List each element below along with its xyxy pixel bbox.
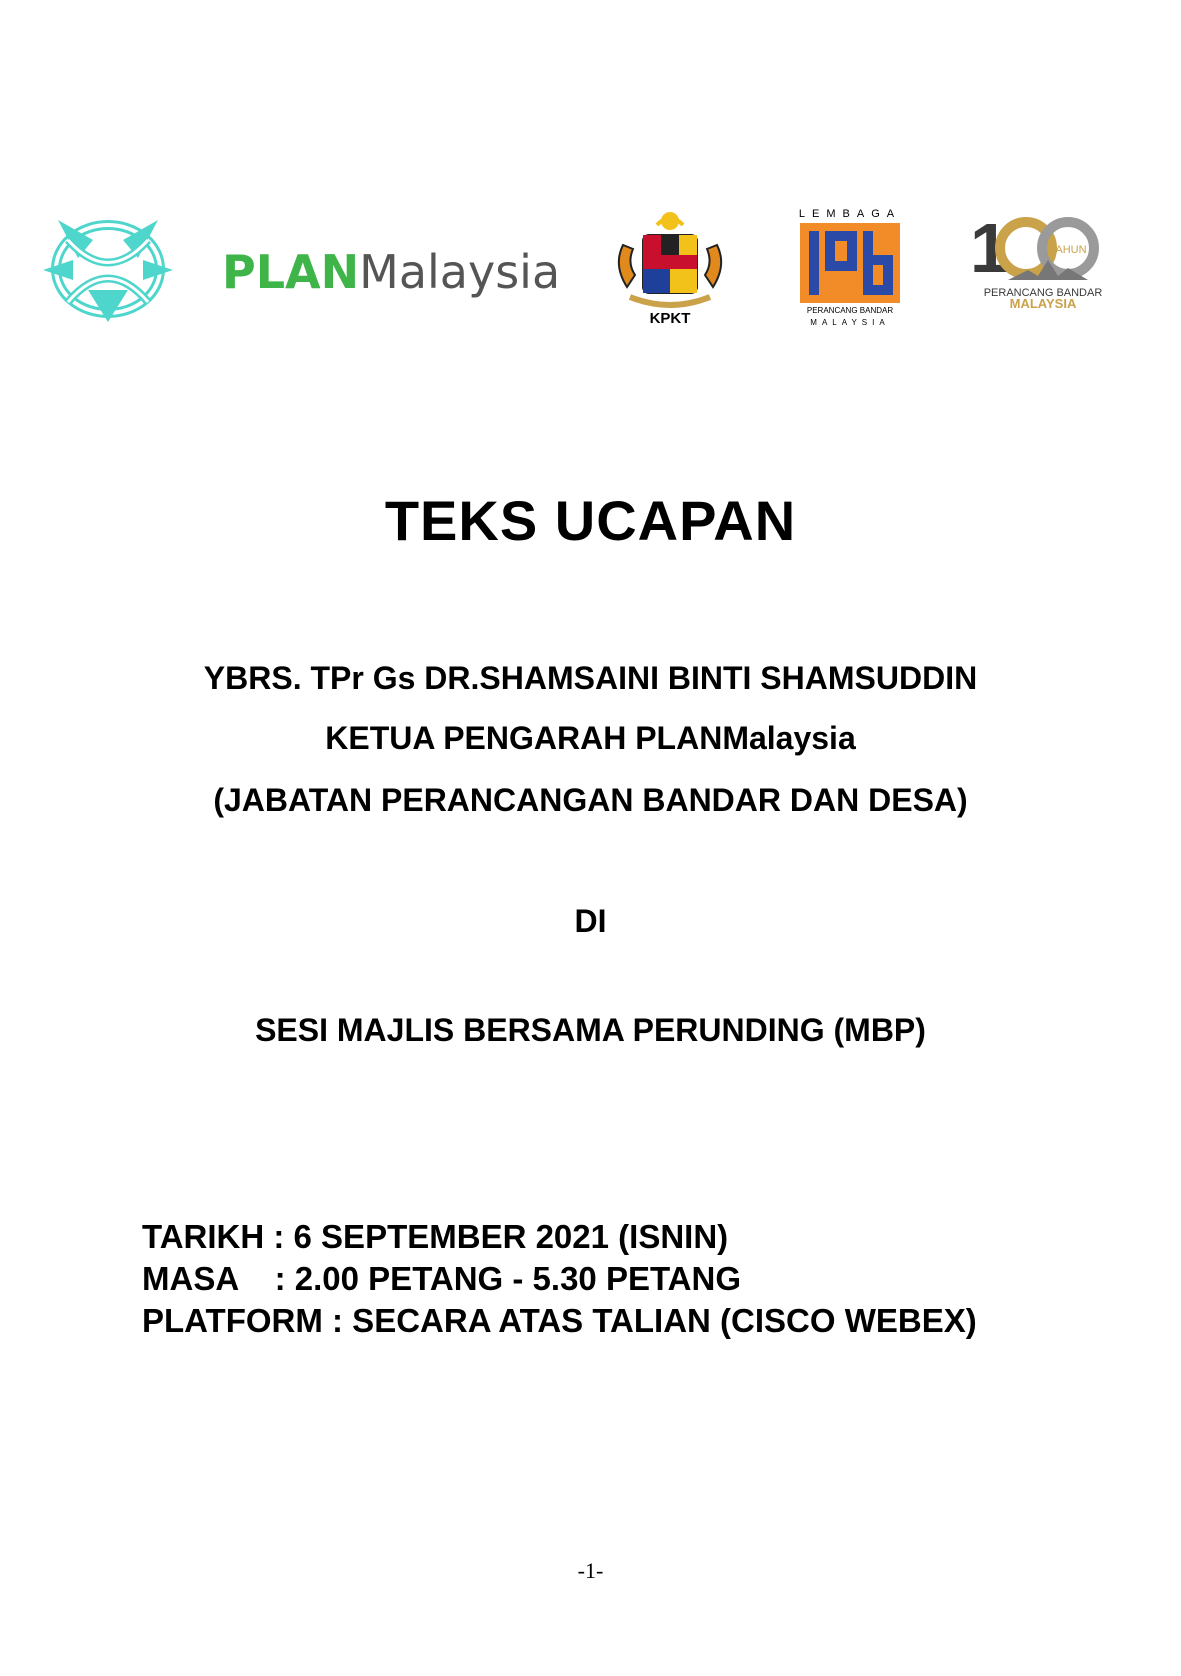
100-caption-2: MALAYSIA bbox=[1009, 296, 1077, 311]
detail-platform: PLATFORM : SECARA ATAS TALIAN (CISCO WEBEX) bbox=[142, 1302, 977, 1339]
lembaga-bottom-text-1: PERANCANG BANDAR bbox=[806, 306, 894, 315]
logo-bar bbox=[0, 205, 1181, 335]
100-caption-1: PERANCANG BANDAR bbox=[983, 287, 1103, 299]
wordmark-plan: PLAN bbox=[222, 245, 360, 299]
100-tahun-perancang-bandar-logo bbox=[968, 210, 1118, 320]
wordmark-malaysia: Malaysia bbox=[359, 245, 561, 299]
planmalaysia-wordmark-logo bbox=[222, 245, 560, 299]
lembaga-bottom-text-2: MALAYSIA bbox=[810, 318, 890, 327]
svg-text:1: 1 bbox=[970, 210, 1009, 287]
page-number: -1- bbox=[577, 1558, 604, 1583]
detail-tarikh: TARIKH : 6 SEPTEMBER 2021 (ISNIN) bbox=[142, 1218, 729, 1255]
detail-masa: MASA : 2.00 PETANG - 5.30 PETANG bbox=[142, 1260, 742, 1297]
lembaga-perancang-bandar-logo bbox=[795, 205, 905, 330]
kpkt-coat-of-arms-logo bbox=[605, 205, 735, 330]
kpkt-caption: KPKT bbox=[649, 310, 691, 327]
tahun-text: TAHUN bbox=[1049, 244, 1087, 256]
lembaga-top-text: LEMBAGA bbox=[798, 208, 902, 220]
document-title: TEKS UCAPAN bbox=[384, 489, 797, 552]
speaker-position: KETUA PENGARAH PLANMalaysia bbox=[325, 720, 856, 756]
planmalaysia-emblem-logo bbox=[38, 210, 178, 328]
speaker-name: YBRS. TPr Gs DR.SHAMSAINI BINTI SHAMSUDDIN bbox=[203, 660, 978, 696]
event-name: SESI MAJLIS BERSAMA PERUNDING (MBP) bbox=[255, 1012, 926, 1048]
di-label: DI bbox=[574, 903, 607, 939]
speaker-department: (JABATAN PERANCANGAN BANDAR DAN DESA) bbox=[213, 782, 968, 818]
event-details bbox=[142, 1216, 977, 1342]
